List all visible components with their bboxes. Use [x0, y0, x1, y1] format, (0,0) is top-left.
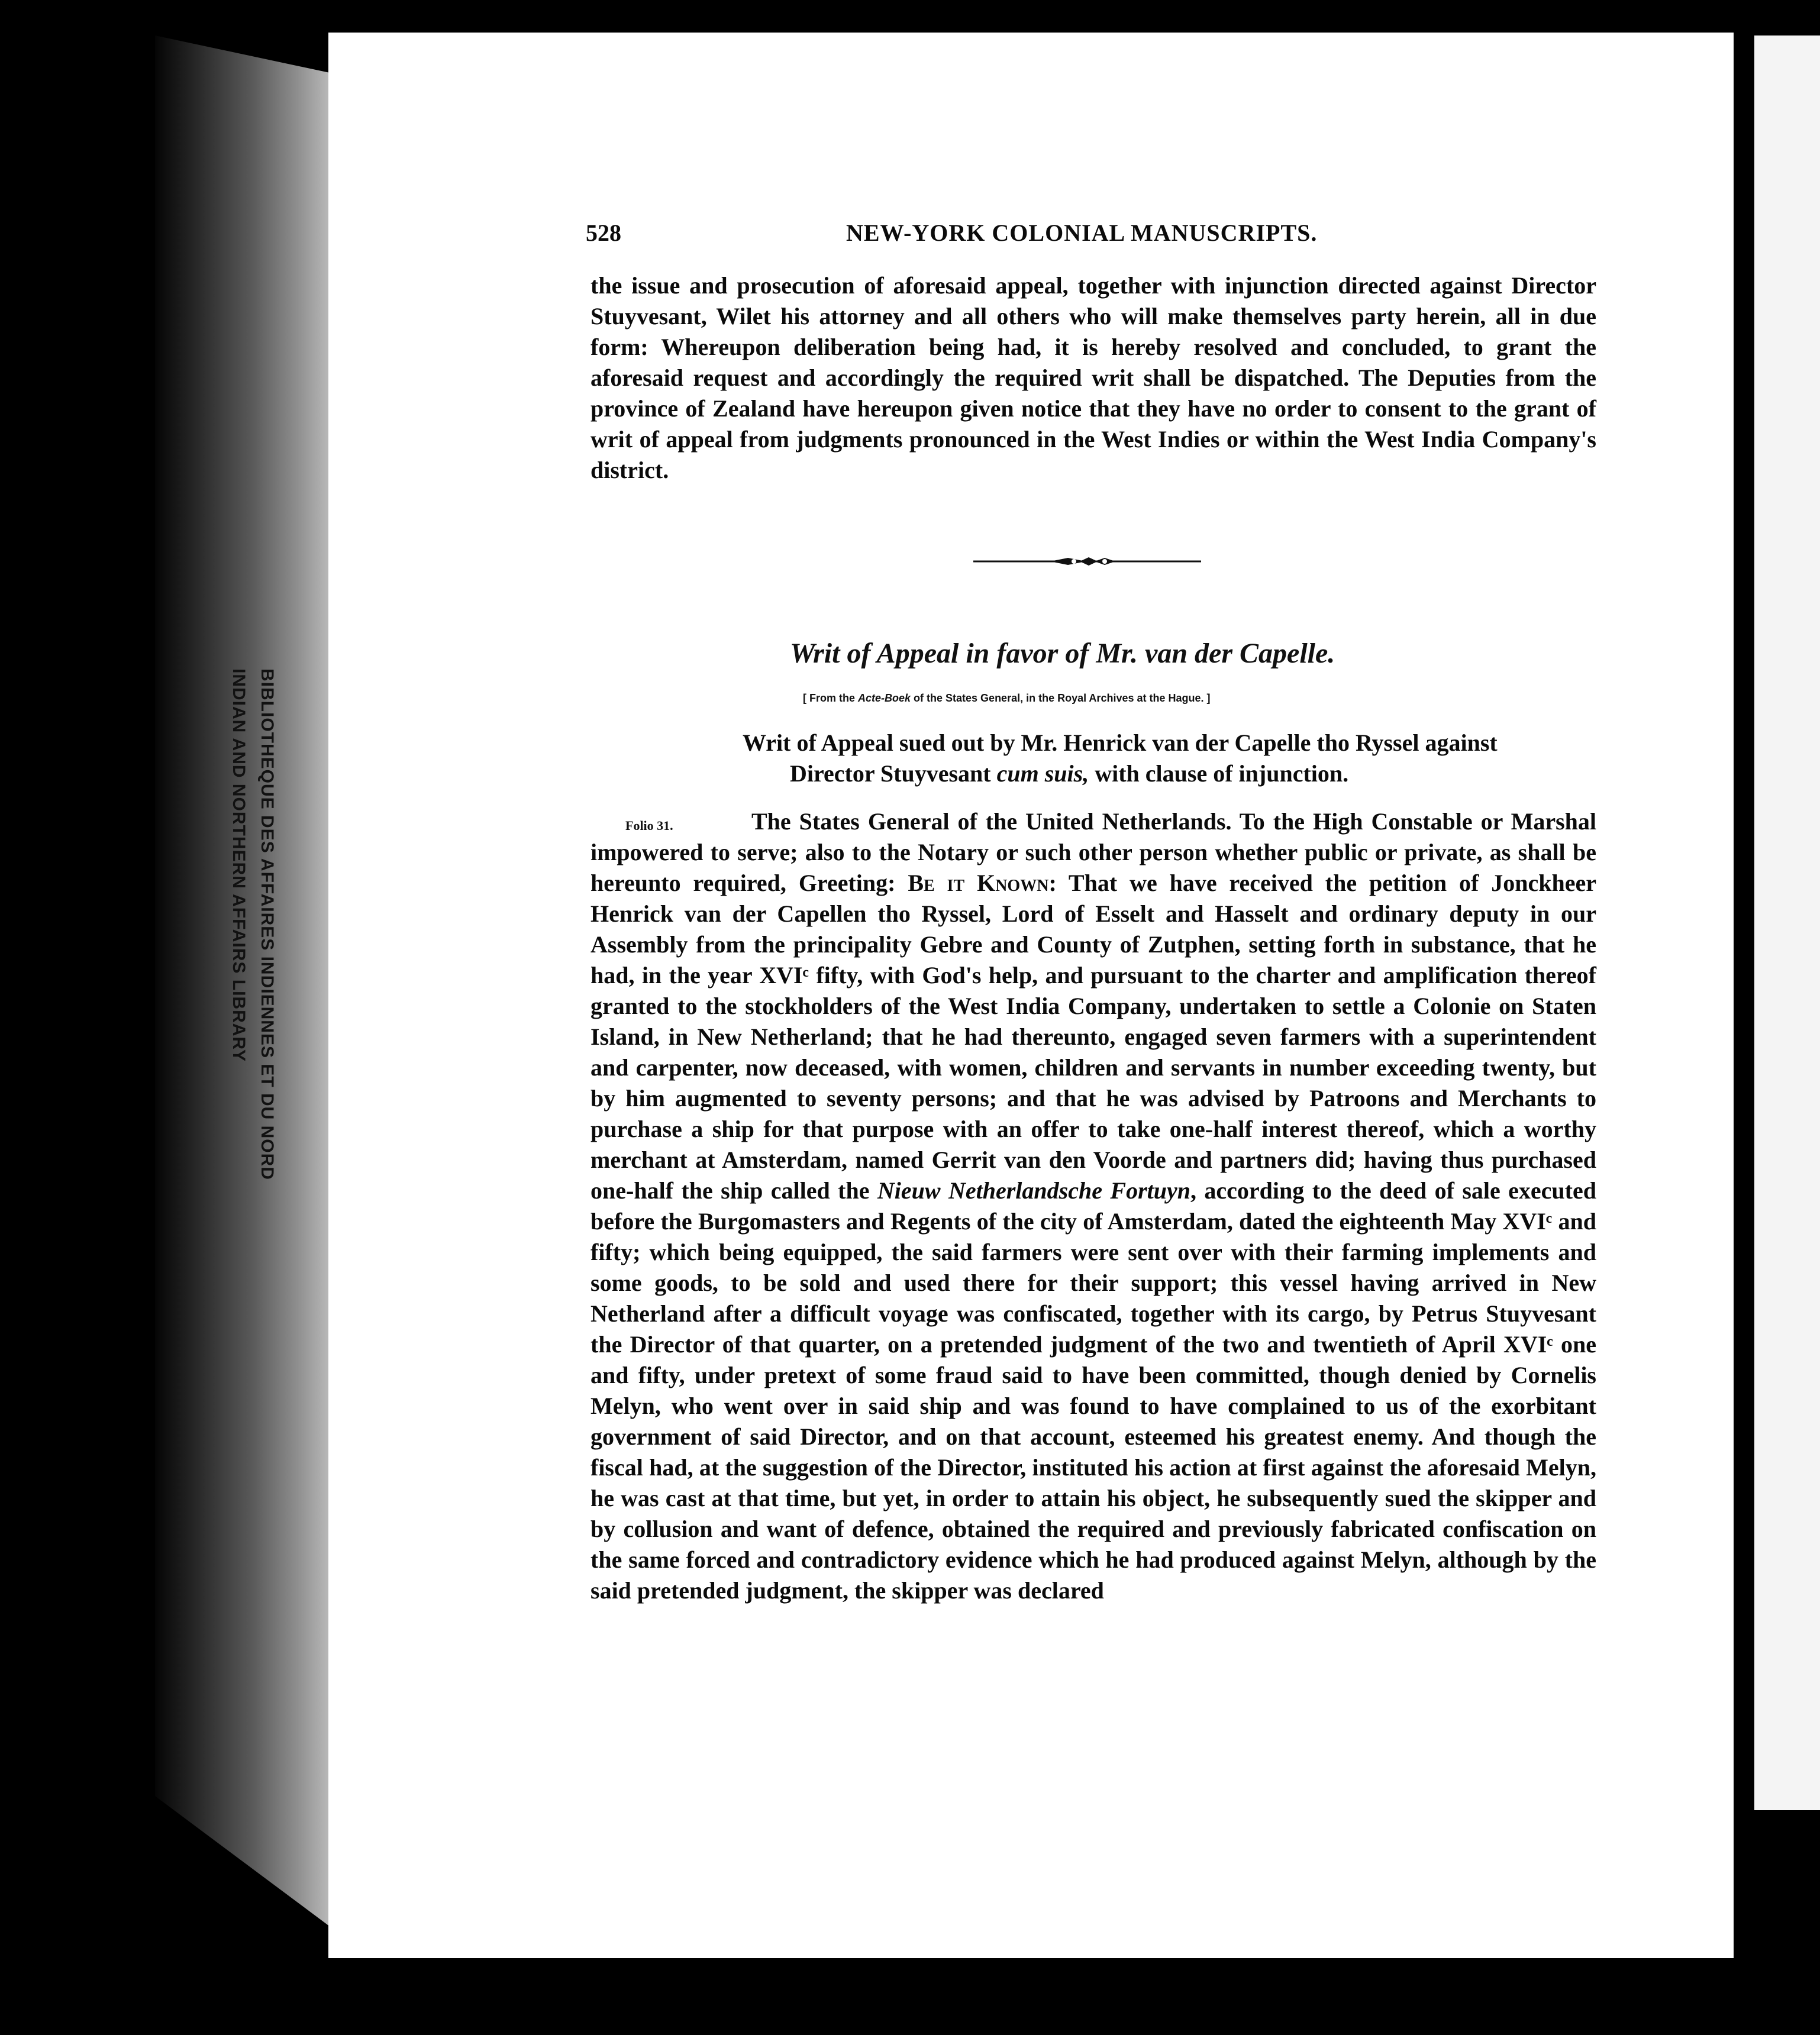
- library-stamp: [222, 668, 281, 1556]
- source-note-book: Acte-Boek: [858, 692, 911, 704]
- folio-margin-note: Folio 31.: [625, 818, 673, 833]
- library-stamp-line2: INDIAN AND NORTHERN AFFAIRS LIBRARY: [229, 668, 249, 1062]
- summary-line-2b: with clause of injunction.: [1089, 760, 1349, 787]
- section-summary: [743, 728, 1600, 789]
- library-stamp-line1: BIBLIOTHEQUE DES AFFAIRES INDIENNES ET DU NORD: [257, 668, 277, 1180]
- running-header: [586, 219, 1319, 254]
- running-head: NEW-YORK COLONIAL MANUSCRIPTS.: [846, 219, 1318, 246]
- continuation-paragraph-block: [590, 270, 1596, 486]
- summary-line-2: [743, 758, 1600, 789]
- body-part-1: The States General of the United Netherlands. To the High Constable or Marshal impowered to serve; also to the Notary or such other person whether public or private, as shall be hereunto required, Greeting:: [590, 808, 1596, 896]
- section-title: Writ of Appeal in favor of Mr. van der Capelle.: [790, 638, 1335, 669]
- source-note-suffix: of the States General, in the Royal Archives at the Hague. ]: [911, 692, 1211, 704]
- section-divider-ornament: [973, 553, 1201, 570]
- body-part-3: , according to the deed of sale executed before the Burgomasters and Regents of the city of Amsterdam, dated the eighteenth May XVIᶜ and fifty; which being equipped, the said farmers were sent over with their farming implements and some goods, to be sold and used there for their support; this vessel having arrived in New Netherland after a difficult voyage was confiscated, together with its cargo, by Petrus Stuyvesant the Director of that quarter, on a pretended judgment of the two and twentieth of April XVIᶜ one and fifty, under pretext of some fraud said to have been committed, though denied by Cornelis Melyn, who went over in said ship and was found to have complained to us of the exorbitant government of said Director, and on that account, esteemed his greatest enemy. And though the fiscal had, at the suggestion of the Director, instituted his action at first against the aforesaid Melyn, he was cast at that time, but yet, in order to attain his object, he subsequently sued the skipper and by collusion and want of defence, obtained the required and previously fabricated confiscation on the same forced and contradictory evidence which he had produced against Melyn, although by the said pretended judgment, the skipper was declared: [590, 1177, 1596, 1604]
- continuation-paragraph: the issue and prosecution of aforesaid appeal, together with injunction directed against Director Stuyvesant, Wilet his attorney and all others who will make themselves party herein, all in due form: Whereupon deliberation being had, it is hereby resolved and concluded, to grant the aforesaid request and accordingly the required writ shall be dispatched. The Deputies from the province of Zealand have hereupon given notice that they have no order to consent to the grant of writ of appeal from judgments pronounced in the West Indies or within the West India Company's district.: [590, 272, 1596, 483]
- summary-cum-suis: cum suis,: [996, 760, 1089, 787]
- facing-page-edge: [1754, 35, 1820, 1810]
- body-paragraph-block: [590, 806, 1596, 1606]
- summary-line-2a: Director Stuyvesant: [790, 760, 997, 787]
- source-note: [803, 692, 1424, 705]
- body-paragraph: [590, 806, 1596, 1606]
- summary-line-1: Writ of Appeal sued out by Mr. Henrick van der Capelle tho Ryssel against: [743, 729, 1498, 756]
- body-part-2: : That we have received the petition of Jonckheer Henrick van der Capellen tho Ryssel, Lord of Esselt and Hasselt and ordinary deputy in our Assembly from the principality Gebre and County of Zutphen, setting forth in substance, that he had, in the year XVIᶜ fifty, with God's help, and pursuant to the charter and amplification thereof granted to the stockholders of the West India Company, undertaken to settle a Colonie on Staten Island, in New Netherland; that he had thereunto, engaged seven farmers with a superintendent and carpenter, now deceased, with women, children and servants in number exceeding twenty, but by him augmented to seventy persons; and that he was advised by Patroons and Merchants to purchase a ship for that purpose with an offer to take one-half interest thereof, which a worthy merchant at Amsterdam, named Gerrit van den Voorde and partners did; having thus purchased one-half the ship called the: [590, 870, 1597, 1204]
- page-number: 528: [586, 219, 621, 246]
- page-gutter: [1735, 33, 1754, 1961]
- ship-name: Nieuw Netherlandsche Fortuyn: [877, 1177, 1190, 1204]
- source-note-prefix: [ From the: [803, 692, 858, 704]
- be-it-known: Be it Known: [908, 870, 1049, 896]
